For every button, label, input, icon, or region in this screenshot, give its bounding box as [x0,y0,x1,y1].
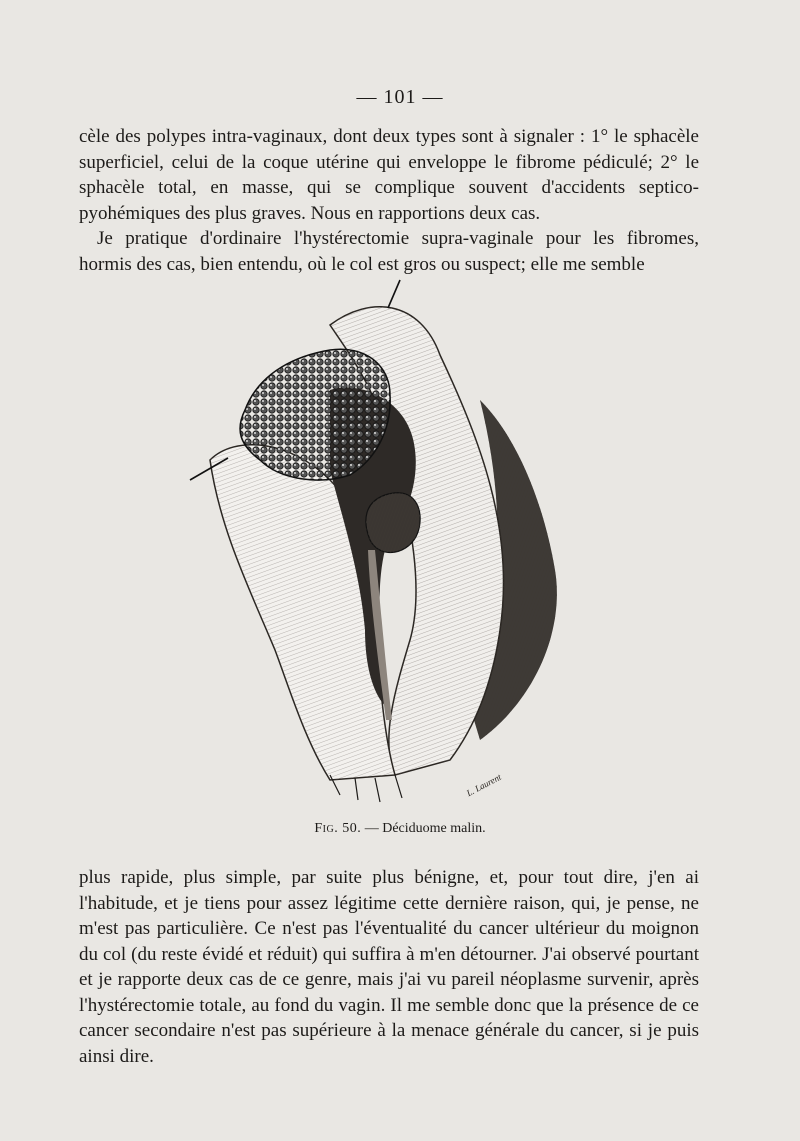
paragraph-intro-text: Je pratique d'ordinaire l'hystérectomie supra-vaginale pour les fibromes, hormis des cas, bien entendu, où le col est gros ou suspect; elle me semble [79,228,699,275]
paragraph-bottom: plus rapide, plus simple, par suite plus bénigne, et, pour tout dire, j'en ai l'habitude, et je tiens pour assez légitime cette dernière raison, qui, je pense, ne m'est pas particulière. Ce n'est pas l'éventualité du cancer ultérieur du moignon du col (du reste évidé et réduit) qui suffira à m'en détourner. J'ai observé pourtant et je rapporte deux cas de ce genre, mais j'ai vu pareil néoplasme survenir, après l'hystérectomie totale, au fond du vagin. Il me semble donc que la présence de ce cancer secondaire n'est pas supérieure à la menace générale du cancer, si je puis ainsi dire. [79,867,699,1067]
pin-top [388,280,400,308]
illustrator-signature: L. Laurent [464,771,503,799]
figure-caption [0,821,800,837]
figure-illustration [180,270,580,815]
uterus-specimen-drawing [180,270,580,815]
page-number: — 101 — [356,86,444,108]
paragraph-top [79,124,699,277]
figure-label: Fig. 50. [314,821,362,836]
paragraph-top-text: cèle des polypes intra-vaginaux, dont deux types sont à signaler : 1° le sphacèle superficiel, celui de la coque utérine qui enveloppe le fibrome pédiculé; 2° le sphacèle total, en masse, qui se complique souvent d'accidents septico-pyohémiques des plus graves. Nous en rapportions deux cas. [79,126,699,224]
figure-caption-text: — Déciduome malin. [364,821,486,836]
